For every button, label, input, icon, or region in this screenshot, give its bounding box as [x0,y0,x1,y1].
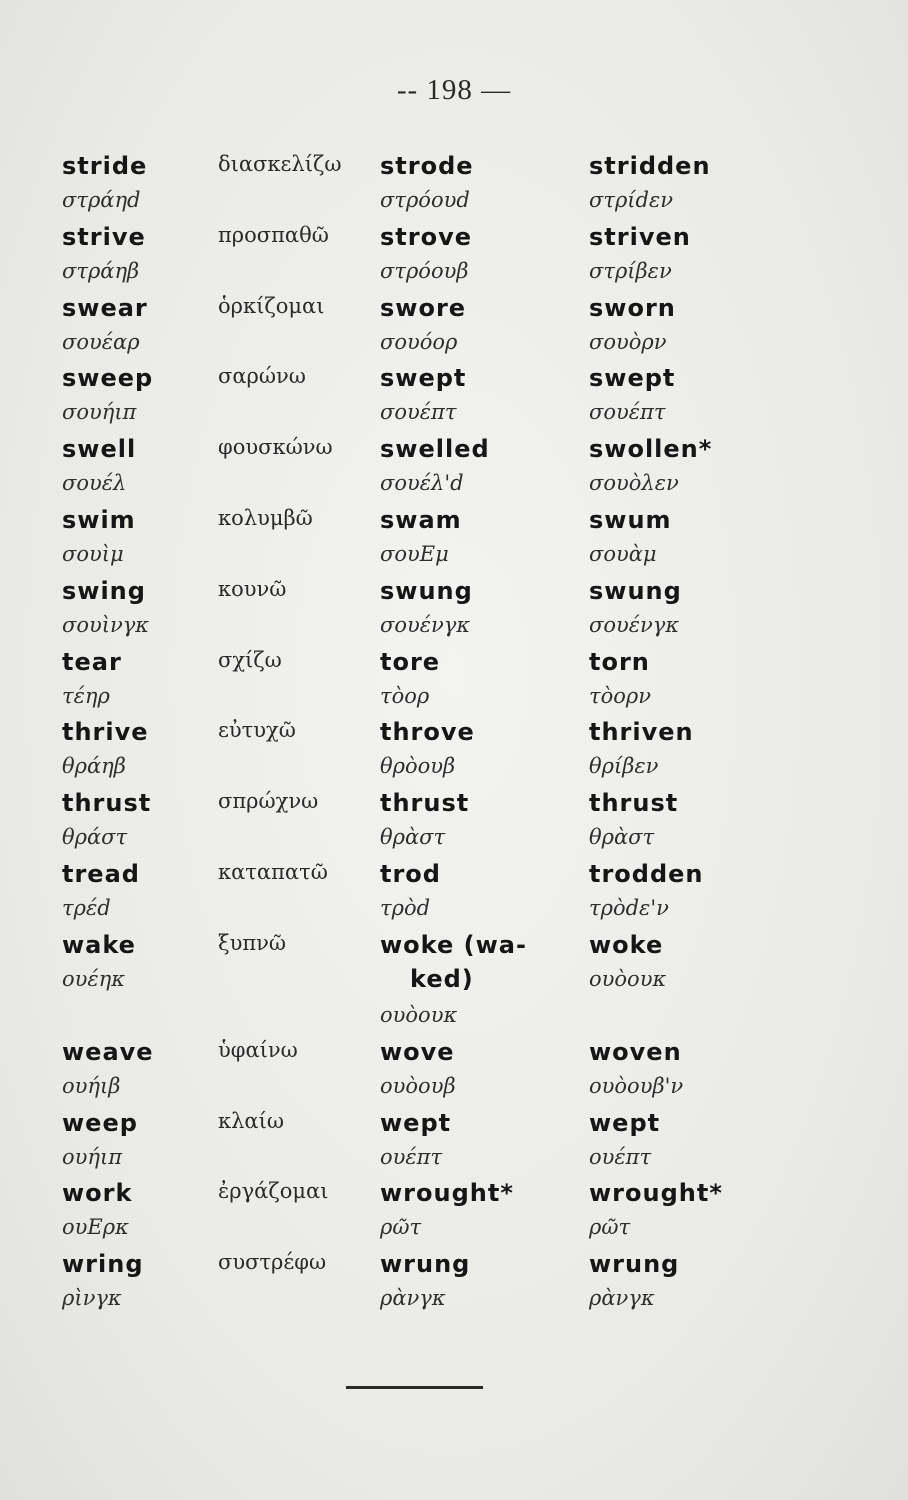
participle-pronunciation: τρὸdε'ν [589,895,669,920]
base-form: wring [62,1250,144,1279]
participle-form: thriven [589,718,694,747]
greek-meaning: κολυμβῶ [218,505,313,530]
base-pronunciation: στράηd [62,188,141,212]
participle-form: swum [589,505,672,534]
past-form: thrust [380,789,470,818]
past-pronunciation: θρὸουβ [380,754,456,779]
past-form: swelled [380,435,490,464]
base-pronunciation: σουήιπ [62,400,137,425]
participle-pronunciation: σουένγκ [589,612,680,637]
base-form: weave [62,1037,154,1066]
past-pronunciation: ρὰνγκ [380,1286,446,1311]
greek-meaning: ὁρκίζομαι [218,293,325,318]
base-pronunciation: ουήιβ [62,1073,121,1098]
verb-entry [62,362,842,433]
verb-entry [62,787,842,858]
verb-entry [62,221,842,292]
base-form: tear [62,647,122,676]
participle-form: stridden [589,152,711,180]
past-form: swam [380,505,462,534]
past-form: swore [380,293,467,322]
past-pronunciation: σουέπτ [380,400,457,425]
greek-meaning: προσπαθῶ [218,222,329,247]
past-form: wove [380,1037,455,1066]
greek-meaning: κουνῶ [218,576,287,601]
past-form: strove [380,222,473,251]
past-pronunciation: τὸορ [380,683,430,708]
past-pronunciation: σουόορ [380,329,458,354]
verb-entry [62,504,842,575]
past-pronunciation: τρὸd [380,895,431,920]
greek-meaning: συστρέφω [218,1250,327,1275]
greek-meaning: ὑφαίνω [218,1037,298,1062]
participle-form: swung [589,576,682,605]
participle-pronunciation: σουέπτ [589,400,666,425]
base-form: weep [62,1108,138,1137]
past-form: tore [380,647,441,676]
greek-meaning: σπρώχνω [218,789,319,814]
past-pronunciation: σουένγκ [380,612,471,637]
verb-entry [62,150,842,221]
participle-form: sworn [589,293,676,322]
participle-form: wrung [589,1250,680,1279]
base-pronunciation: στράηβ [62,258,140,283]
irregular-verb-table [62,150,842,1319]
participle-form: woven [589,1037,682,1066]
page-number: -- 198 — [396,74,512,106]
base-pronunciation: σουὶνγκ [62,612,150,637]
past-pronunciation: ουὸουκ [380,1002,458,1027]
past-pronunciation: ρῶτ [380,1215,422,1240]
participle-form: wrought* [589,1179,723,1208]
participle-form: swollen* [589,435,713,464]
base-pronunciation: σουέαρ [62,329,140,354]
participle-pronunciation: σουὰμ [589,541,657,566]
base-pronunciation: ουήιπ [62,1144,123,1169]
participle-pronunciation: ουὸουβ'ν [589,1073,684,1098]
past-pronunciation: σουΕμ [380,541,449,566]
greek-meaning: ἐργάζομαι [218,1179,329,1204]
verb-entry [62,433,842,504]
verb-entry [62,292,842,363]
participle-form: trodden [589,859,704,888]
past-pronunciation: ουὸουβ [380,1073,456,1098]
participle-pronunciation: τὸορν [589,683,652,708]
participle-pronunciation: ρὰνγκ [589,1286,655,1311]
base-pronunciation: τέηρ [62,683,110,708]
participle-form: torn [589,647,650,676]
base-form: tread [62,859,140,888]
past-form-continuation: ked) [410,964,474,993]
past-form: wrung [380,1250,471,1279]
participle-pronunciation: σουὸρν [589,329,667,354]
footer-rule [346,1386,483,1389]
past-pronunciation: στρόουd [380,188,470,212]
base-form: swell [62,435,137,464]
participle-pronunciation: στρίβεν [589,258,672,283]
base-pronunciation: σουέλ [62,471,127,496]
past-form: wrought* [380,1179,514,1208]
base-pronunciation: ουέηκ [62,966,126,991]
verb-entry [62,1177,842,1248]
verb-entry [62,929,842,1036]
verb-entry [62,716,842,787]
past-pronunciation: στρόουβ [380,258,469,283]
participle-form: woke [589,930,664,959]
past-pronunciation: ουέπτ [380,1144,443,1169]
base-form: strive [62,222,146,251]
participle-pronunciation: θρίβεν [589,754,659,779]
base-pronunciation: σουὶμ [62,541,124,566]
past-form: swept [380,364,467,393]
base-pronunciation: θράηβ [62,754,126,779]
verb-entry [62,646,842,717]
verb-entry [62,1107,842,1178]
base-pronunciation: ουΕρκ [62,1215,129,1240]
greek-meaning: σχίζω [218,647,282,672]
participle-pronunciation: θρὰστ [589,825,655,850]
greek-meaning: φουσκώνω [218,435,333,460]
participle-pronunciation: ουέπτ [589,1144,652,1169]
base-form: swim [62,505,136,534]
past-form: woke (wa- [380,930,527,959]
greek-meaning: ξυπνῶ [218,930,287,955]
past-form: swung [380,576,473,605]
verb-entry [62,575,842,646]
past-form: strode [380,152,474,180]
base-form: swear [62,293,148,322]
base-form: swing [62,576,146,605]
base-pronunciation: ρὶνγκ [62,1286,122,1311]
greek-meaning: σαρώνω [218,364,306,389]
participle-pronunciation: ρῶτ [589,1215,631,1240]
base-form: thrust [62,789,152,818]
base-pronunciation: θράστ [62,825,128,850]
participle-pronunciation: ουὸουκ [589,966,667,991]
past-pronunciation: θρὰστ [380,825,446,850]
greek-meaning: εὐτυχῶ [218,718,296,743]
base-form: sweep [62,364,154,393]
base-form: thrive [62,718,149,747]
greek-meaning: κλαίω [218,1108,284,1133]
participle-form: striven [589,222,691,251]
participle-form: wept [589,1108,661,1137]
participle-pronunciation: σουὸλεν [589,471,679,496]
participle-form: thrust [589,789,679,818]
verb-entry [62,858,842,929]
past-pronunciation: σουέλ'd [380,471,464,496]
participle-pronunciation: στρίdεν [589,188,674,212]
greek-meaning: διασκελίζω [218,152,342,176]
verb-entry [62,1036,842,1107]
base-form: stride [62,152,148,180]
greek-meaning: καταπατῶ [218,859,328,884]
participle-form: swept [589,364,676,393]
past-form: wept [380,1108,452,1137]
verb-entry [62,1248,842,1319]
past-form: throve [380,718,475,747]
base-form: wake [62,930,136,959]
base-pronunciation: τρέd [62,895,111,920]
base-form: work [62,1179,133,1208]
past-form: trod [380,859,441,888]
